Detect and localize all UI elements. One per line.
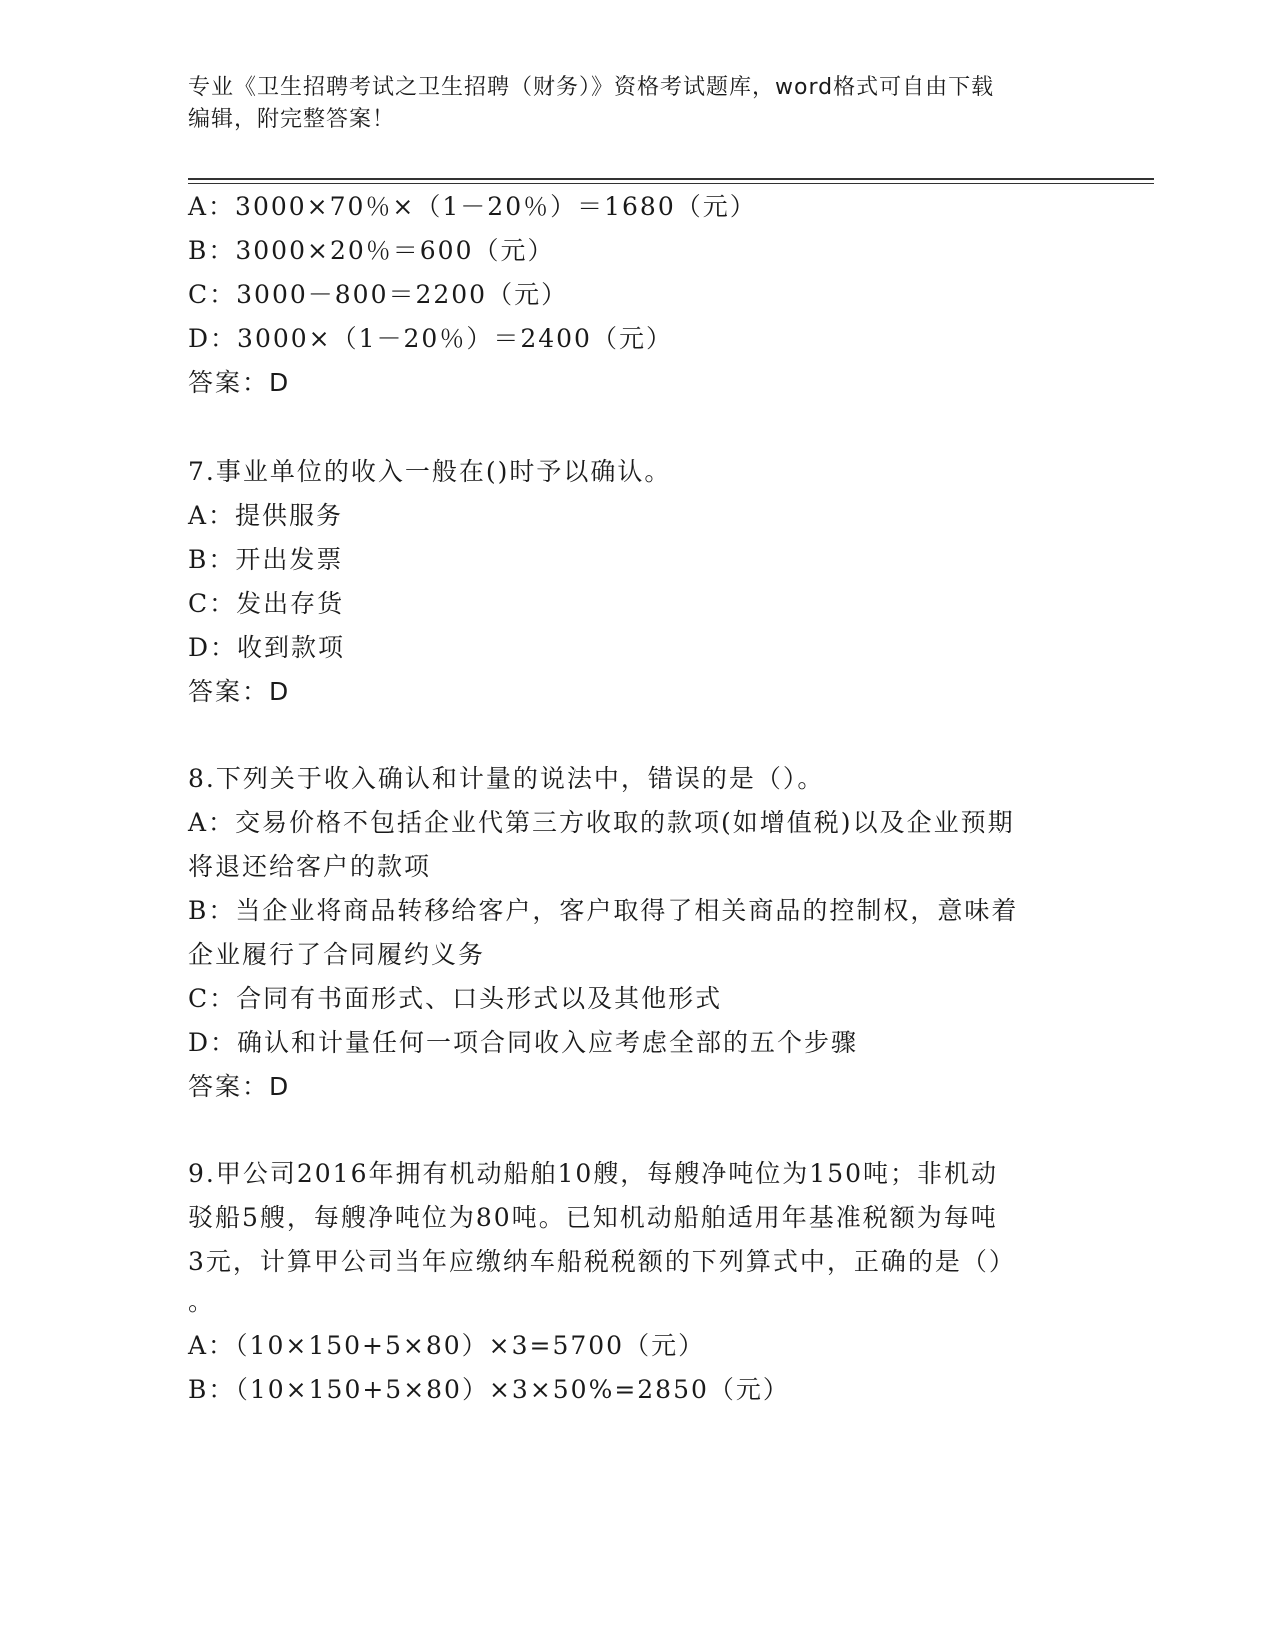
q8-option-d: D：确认和计量任何一项合同收入应考虑全部的五个步骤 bbox=[188, 1028, 859, 1057]
q7-option-b: B：开出发票 bbox=[188, 545, 344, 574]
header-divider-thin bbox=[188, 183, 1154, 184]
q9-option-a: A：（10×150+5×80）×3=5700（元） bbox=[188, 1331, 706, 1360]
q7-stem: 7.事业单位的收入一般在()时予以确认。 bbox=[188, 457, 672, 486]
q8-option-a: A：交易价格不包括企业代第三方收取的款项(如增值税)以及企业预期 bbox=[188, 808, 1015, 837]
q9-stem-line-3: 3元，计算甲公司当年应缴纳车船税税额的下列算式中，正确的是（） bbox=[188, 1247, 1016, 1276]
q6-option-a: A：3000×70％×（1－20％）＝1680（元） bbox=[188, 192, 757, 221]
q6-option-c: C：3000－800＝2200（元） bbox=[188, 280, 569, 309]
q9-stem-line-4: 。 bbox=[188, 1287, 216, 1316]
q7-option-a: A：提供服务 bbox=[188, 501, 344, 530]
q8-option-b-cont: 企业履行了合同履约义务 bbox=[188, 940, 486, 969]
q9-stem-line-2: 驳船5艘，每艘净吨位为80吨。已知机动船舶适用年基准税额为每吨 bbox=[188, 1203, 998, 1232]
q8-option-a-cont: 将退还给客户的款项 bbox=[188, 852, 432, 881]
q6-option-d: D：3000×（1－20％）＝2400（元） bbox=[188, 324, 673, 353]
document-header bbox=[188, 72, 1088, 136]
header-line-1: 专业《卫生招聘考试之卫生招聘（财务）》资格考试题库，word格式可自由下载 bbox=[188, 75, 995, 100]
q7-answer: 答案：D bbox=[188, 677, 291, 706]
q7-option-c: C：发出存货 bbox=[188, 589, 345, 618]
q6-option-b: B：3000×20％＝600（元） bbox=[188, 236, 555, 265]
q8-option-c: C：合同有书面形式、口头形式以及其他形式 bbox=[188, 984, 723, 1013]
q7-option-d: D：收到款项 bbox=[188, 633, 346, 662]
q9-option-b: B：（10×150+5×80）×3×50%=2850（元） bbox=[188, 1375, 790, 1404]
q8-answer: 答案：D bbox=[188, 1072, 291, 1101]
q9-stem-line-1: 9.甲公司2016年拥有机动船舶10艘，每艘净吨位为150吨；非机动 bbox=[188, 1159, 999, 1188]
q6-answer: 答案：D bbox=[188, 368, 291, 397]
header-divider bbox=[188, 178, 1154, 180]
header-line-2: 编辑，附完整答案！ bbox=[188, 107, 396, 132]
q8-stem: 8.下列关于收入确认和计量的说法中，错误的是（）。 bbox=[188, 764, 825, 793]
q8-option-b: B：当企业将商品转移给客户，客户取得了相关商品的控制权，意味着 bbox=[188, 896, 1019, 925]
